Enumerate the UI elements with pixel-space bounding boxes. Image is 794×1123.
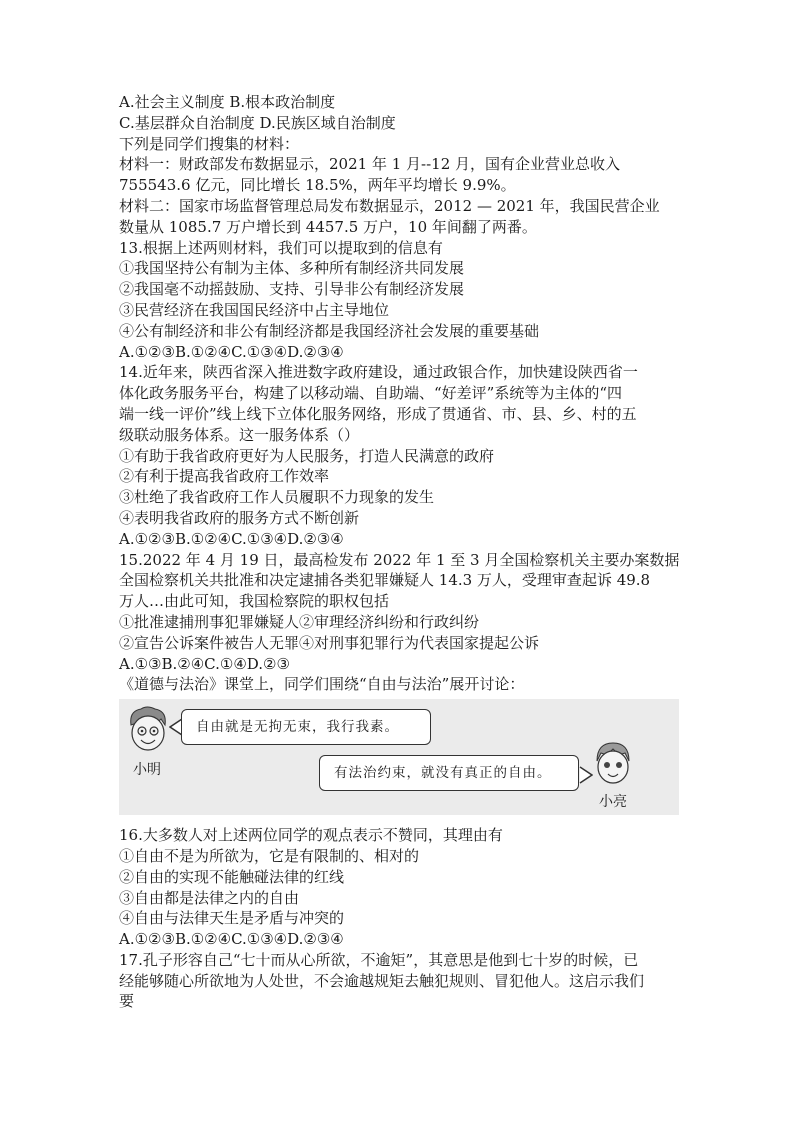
text-line: ②宣告公诉案件被告人无罪④对刑事犯罪行为代表国家提起公诉 (119, 633, 540, 652)
text-block-bottom (119, 825, 679, 1012)
text-line: ③杜绝了我省政府工作人员履职不力现象的发生 (119, 488, 435, 507)
text-line: ②自由的实现不能触碰法律的红线 (119, 867, 345, 886)
text-line: ②有利于提高我省政府工作效率 (119, 467, 330, 486)
boy-xiaoliang-icon (591, 739, 635, 789)
answer-options: A.①②③B.①②④C.①③④D.②③④ (119, 342, 344, 361)
text-line: ③民营经济在我国国民经济中占主导地位 (119, 300, 390, 319)
text-line: 下列是同学们搜集的材料： (119, 134, 300, 153)
question-14: 14.近年来，陕西省深入推进数字政府建设，通过政银合作，加快建设陕西省一 (119, 363, 638, 382)
text-line: ①有助于我省政府更好为人民服务，打造人民满意的政府 (119, 446, 495, 465)
answer-options: A.①③B.②④C.①④D.②③ (119, 654, 290, 673)
question-13: 13.根据上述两则材料，我们可以提取到的信息有 (119, 238, 443, 257)
dialogue-figure (119, 699, 679, 815)
question-17: 17.孔子形容自己“七十而从心所欲，不逾矩”，其意思是他到七十岁的时候，已 (119, 950, 639, 969)
boy-xiaoming-icon (125, 705, 171, 755)
answer-options: A.①②③B.①②④C.①③④D.②③④ (119, 930, 344, 949)
text-line: 数量从 1085.7 万户增长到 4457.5 万户，10 年间翻了两番。 (119, 217, 537, 236)
text-line: ①我国坚持公有制为主体、多种所有制经济共同发展 (119, 259, 465, 278)
text-line: ④表明我省政府的服务方式不断创新 (119, 508, 360, 527)
text-line: 级联动服务体系。这一服务体系（） (119, 425, 360, 444)
text-line: ③自由都是法律之内的自由 (119, 888, 300, 907)
exam-page (119, 92, 679, 1012)
answer-options: A.①②③B.①②④C.①③④D.②③④ (119, 529, 344, 548)
text-line: 万人…由此可知，我国检察院的职权包括 (119, 592, 390, 611)
speech-bubble-xiaoliang: 有法治约束，就没有真正的自由。 (319, 755, 579, 791)
text-line: C.基层群众自治制度 D.民族区域自治制度 (119, 113, 396, 132)
name-xiaoming: 小明 (133, 762, 161, 779)
text-line: ①批准逮捕刑事犯罪嫌疑人②审理经济纠纷和行政纠纷 (119, 612, 480, 631)
text-line: 端一线一评价”线上线下立体化服务网络，形成了贯通省、市、县、乡、村的五 (119, 404, 637, 423)
text-line: 经能够随心所欲地为人处世，不会逾越规矩去触犯规则、冒犯他人。这启示我们 (119, 971, 645, 990)
text-line: 755543.6 亿元，同比增长 18.5%，两年平均增长 9.9%。 (119, 176, 516, 195)
name-xiaoliang: 小亮 (599, 794, 627, 811)
text-line: 要 (119, 992, 135, 1011)
text-line: 全国检察机关共批准和决定逮捕各类犯罪嫌疑人 14.3 万人，受理审查起诉 49.8 (119, 571, 651, 590)
text-line: A.社会主义制度 B.根本政治制度 (119, 93, 336, 111)
text-line: 材料二：国家市场监督管理总局发布数据显示，2012 — 2021 年，我国民营企业 (119, 196, 660, 215)
question-15: 15.2022 年 4 月 19 日，最高检发布 2022 年 1 至 3 月全国检察机关主要办案数据 (119, 550, 680, 569)
text-line: 《道德与法治》课堂上，同学们围绕“自由与法治”展开讨论： (119, 675, 525, 694)
text-line: ①自由不是为所欲为，它是有限制的、相对的 (119, 846, 420, 865)
text-line: ④自由与法律天生是矛盾与冲突的 (119, 909, 345, 928)
text-line: 材料一：财政部发布数据显示，2021 年 1 月--12 月，国有企业营业总收入 (119, 155, 621, 174)
speech-bubble-xiaoming: 自由就是无拘无束，我行我素。 (181, 709, 431, 745)
question-16: 16.大多数人对上述两位同学的观点表示不赞同，其理由有 (119, 826, 503, 845)
text-line: ②我国毫不动摇鼓励、支持、引导非公有制经济发展 (119, 280, 465, 299)
text-block-top (119, 92, 679, 695)
text-line: 体化政务服务平台，构建了以移动端、自助端、“好差评”系统等为主体的“四 (119, 384, 623, 403)
text-line: ④公有制经济和非公有制经济都是我国经济社会发展的重要基础 (119, 321, 540, 340)
